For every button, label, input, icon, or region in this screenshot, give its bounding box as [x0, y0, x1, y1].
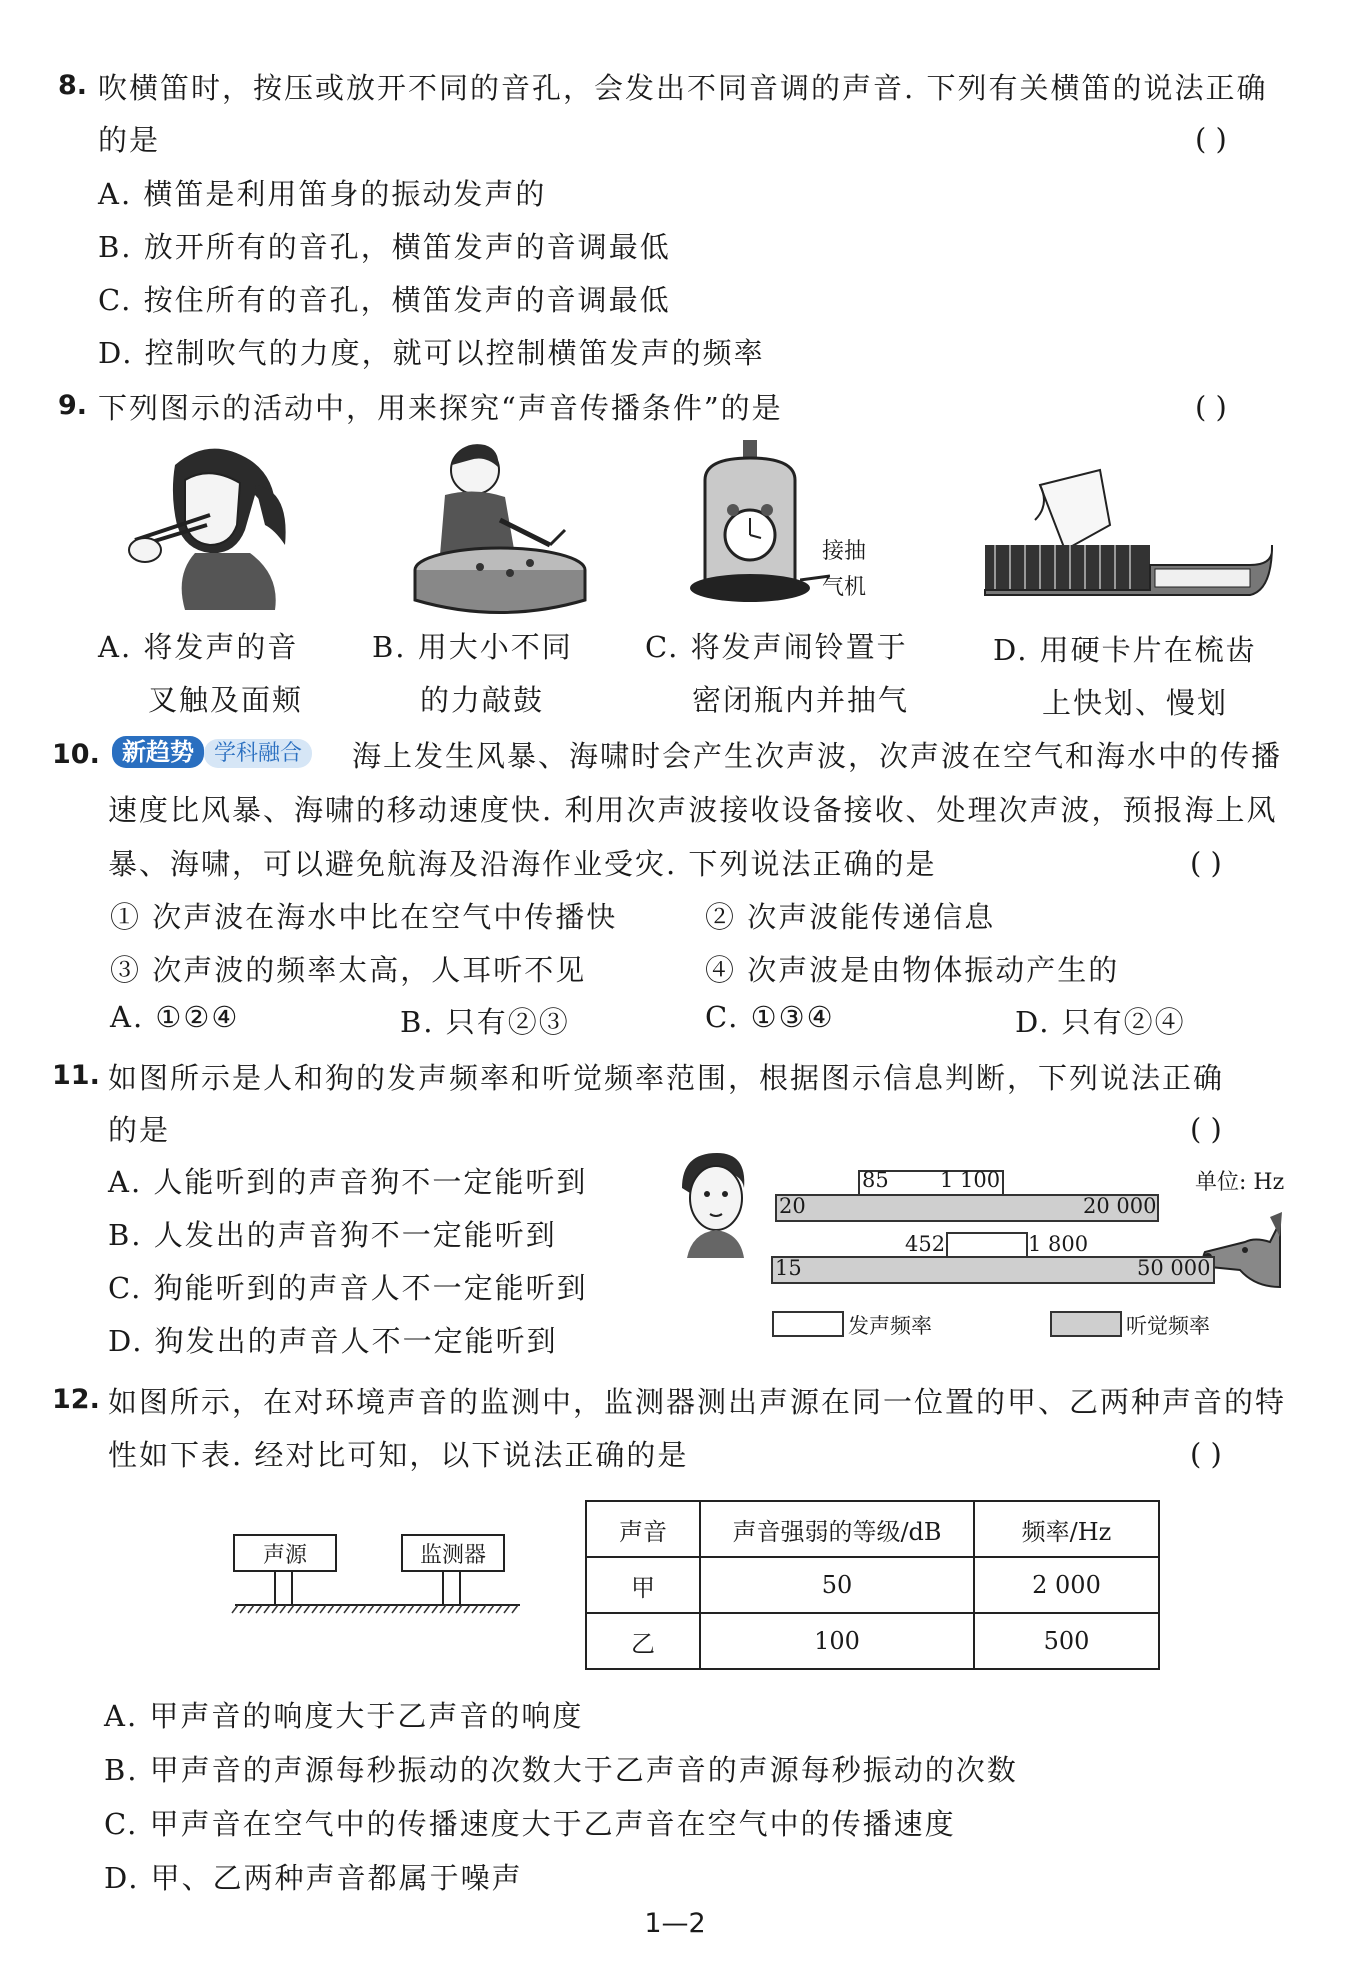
- table-cell: 100: [700, 1613, 974, 1669]
- page-number: 1—2: [644, 1908, 706, 1939]
- dog-voice-min-label: 452: [905, 1232, 946, 1256]
- monitor-label: 监测器: [419, 1543, 486, 1568]
- q10-number: 10.: [52, 739, 100, 770]
- table-header-row: [586, 1501, 1159, 1557]
- q8-option-b: B. 放开所有的音孔，横笛发声的音调最低: [98, 230, 671, 264]
- table-cell: 50: [700, 1557, 974, 1613]
- q10-statement-1: ① 次声波在海水中比在空气中传播快: [110, 900, 618, 934]
- figure-unit-label: 单位: Hz: [1195, 1170, 1285, 1195]
- q9-answer-paren: ( ): [1195, 390, 1227, 424]
- q10-option-d: D. 只有②④: [1015, 1005, 1186, 1039]
- q9-option-c-line2: 密闭瓶内并抽气: [692, 683, 910, 717]
- q11-stem-line1: 如图所示是人和狗的发声频率和听觉频率范围，根据图示信息判断，下列说法正确: [108, 1061, 1225, 1095]
- q10-stem-line1: 海上发生风暴、海啸时会产生次声波，次声波在空气和海水中的传播: [352, 739, 1283, 773]
- q10-statement-4: ④ 次声波是由物体振动产生的: [705, 953, 1120, 987]
- q11-stem-line2: 的是: [108, 1113, 171, 1147]
- q9-number: 9.: [58, 390, 88, 421]
- q9-option-a-line1: A. 将发声的音: [98, 630, 299, 664]
- q10-option-c: C. ①③④: [705, 1000, 835, 1034]
- legend-voice-swatch: [772, 1311, 844, 1337]
- human-voice-min-label: 85: [862, 1168, 889, 1192]
- q9-option-a-line2: 叉触及面颊: [148, 683, 304, 717]
- dog-hearing-max-label: 50 000: [1137, 1256, 1211, 1280]
- human-hearing-min-label: 20: [779, 1194, 806, 1218]
- legend-hearing-swatch: [1050, 1311, 1122, 1337]
- legend-hearing-label: 听觉频率: [1126, 1314, 1210, 1338]
- q9-option-b-line1: B. 用大小不同: [372, 630, 573, 664]
- q9-stem: 下列图示的活动中，用来探究“声音传播条件”的是: [98, 391, 783, 425]
- q12-option-d: D. 甲、乙两种声音都属于噪声: [104, 1861, 523, 1895]
- drum-boy-illustration: [400, 435, 590, 615]
- dog-voice-max-label: 1 800: [1028, 1232, 1089, 1256]
- q11-option-b: B. 人发出的声音狗不一定能听到: [108, 1218, 557, 1252]
- q12-option-b: B. 甲声音的声源每秒振动的次数大于乙声音的声源每秒振动的次数: [104, 1753, 1018, 1787]
- table-header-cell: 频率/Hz: [974, 1501, 1159, 1557]
- dog-hearing-min-label: 15: [775, 1256, 802, 1280]
- q11-number: 11.: [52, 1060, 100, 1091]
- q10-tags: [112, 732, 312, 767]
- tuning-fork-girl-illustration: [115, 435, 295, 615]
- human-voice-max-label: 1 100: [940, 1168, 1001, 1192]
- q8-stem-line1: 吹横笛时，按压或放开不同的音孔，会发出不同音调的声音. 下列有关横笛的说法正确: [98, 71, 1268, 105]
- table-row: [586, 1613, 1159, 1669]
- q9-option-d-line1: D. 用硬卡片在梳齿: [993, 633, 1257, 667]
- table-cell: 500: [974, 1613, 1159, 1669]
- q10-answer-paren: ( ): [1190, 846, 1222, 880]
- q8-number: 8.: [58, 70, 88, 101]
- q12-option-c: C. 甲声音在空气中的传播速度大于乙声音在空气中的传播速度: [104, 1807, 956, 1841]
- table-cell: 2 000: [974, 1557, 1159, 1613]
- comb-and-card-illustration: [980, 465, 1280, 615]
- q12-stem-line1: 如图所示，在对环境声音的监测中，监测器测出声源在同一位置的甲、乙两种声音的特: [108, 1385, 1287, 1419]
- q12-stem-line2: 性如下表. 经对比可知，以下说法正确的是: [108, 1438, 689, 1472]
- q11-option-a: A. 人能听到的声音狗不一定能听到: [108, 1165, 588, 1199]
- q10-stem-line2: 速度比风暴、海啸的移动速度快. 利用次声波接收设备接收、处理次声波，预报海上风: [108, 793, 1278, 827]
- q12-number: 12.: [52, 1384, 100, 1415]
- q10-tag-trend: 新趋势: [112, 736, 204, 768]
- table-header-cell: 声音强弱的等级/dB: [700, 1501, 974, 1557]
- q8-option-d: D. 控制吹气的力度，就可以控制横笛发声的频率: [98, 336, 765, 370]
- sound-properties-table: [585, 1500, 1160, 1670]
- q8-stem-line2: 的是: [98, 123, 161, 157]
- q10-statement-3: ③ 次声波的频率太高，人耳听不见: [110, 953, 587, 987]
- pump-label-line2: 气机: [822, 575, 867, 600]
- q10-option-a: A. ①②④: [110, 1000, 240, 1034]
- q8-option-a: A. 横笛是利用笛身的振动发声的: [98, 177, 547, 211]
- table-row: [586, 1557, 1159, 1613]
- q11-option-c: C. 狗能听到的声音人不一定能听到: [108, 1271, 588, 1305]
- q9-option-c-line1: C. 将发声闹铃置于: [645, 630, 908, 664]
- human-hearing-max-label: 20 000: [1083, 1194, 1157, 1218]
- q11-option-d: D. 狗发出的声音人不一定能听到: [108, 1324, 558, 1358]
- q10-stem-line3: 暴、海啸，可以避免航海及沿海作业受灾. 下列说法正确的是: [108, 847, 937, 881]
- q10-tag-interdisciplinary: 学科融合: [204, 739, 312, 768]
- q12-answer-paren: ( ): [1190, 1437, 1222, 1471]
- q8-answer-paren: ( ): [1195, 122, 1227, 156]
- q10-option-b: B. 只有②③: [400, 1005, 570, 1039]
- q9-option-b-line2: 的力敲鼓: [420, 683, 545, 717]
- sound-source-label: 声源: [262, 1543, 307, 1568]
- table-cell: 乙: [586, 1613, 700, 1669]
- pump-label-line1: 接抽: [822, 539, 867, 564]
- q9-option-d-line2: 上快划、慢划: [1042, 686, 1229, 720]
- q10-statement-2: ② 次声波能传递信息: [705, 900, 996, 934]
- dog-voice-bar: [946, 1232, 1028, 1258]
- q8-option-c: C. 按住所有的音孔，横笛发声的音调最低: [98, 283, 671, 317]
- table-cell: 甲: [586, 1557, 700, 1613]
- legend-voice-label: 发声频率: [848, 1314, 932, 1338]
- q12-option-a: A. 甲声音的响度大于乙声音的响度: [104, 1699, 584, 1733]
- human-face-illustration: [672, 1148, 752, 1258]
- bell-jar-alarm-clock-illustration: [685, 440, 815, 610]
- q11-answer-paren: ( ): [1190, 1112, 1222, 1146]
- table-header-cell: 声音: [586, 1501, 700, 1557]
